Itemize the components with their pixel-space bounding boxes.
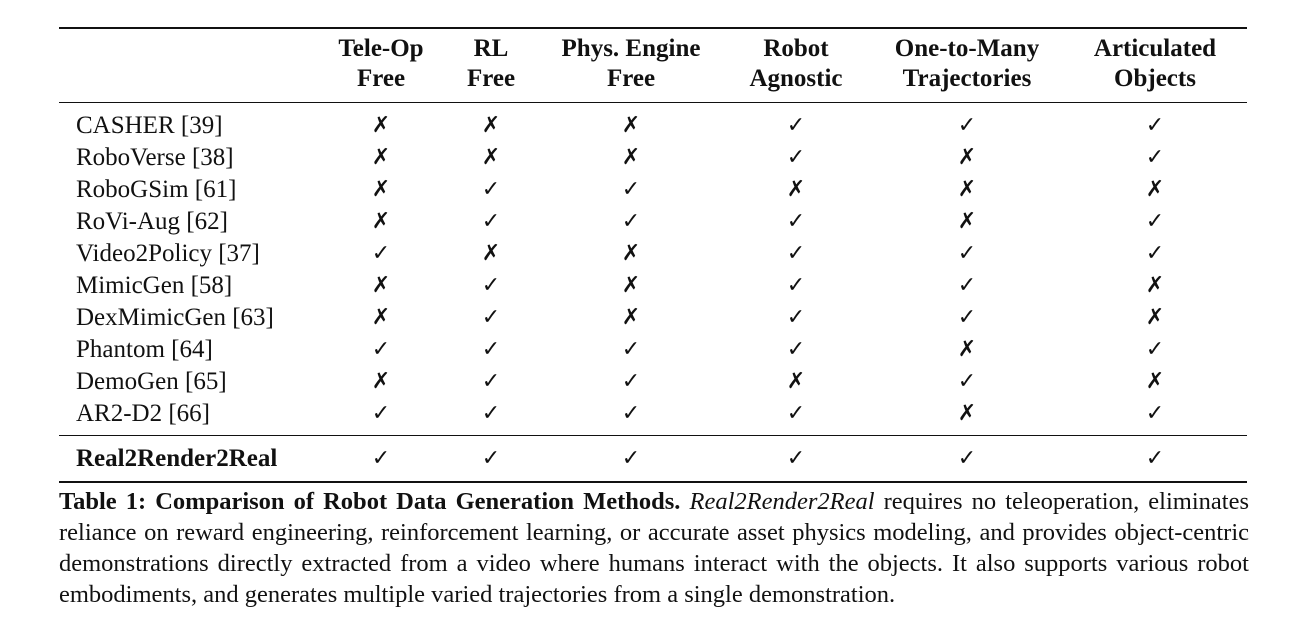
method-name: RoboGSim [61]	[76, 175, 237, 203]
cross-mark-icon: ✗	[1145, 369, 1165, 394]
cross-mark-icon: ✗	[957, 209, 977, 234]
feature-cell	[441, 205, 541, 237]
feature-cell	[871, 173, 1063, 205]
method-name: AR2-D2 [66]	[76, 399, 211, 427]
caption-label: Table 1: Comparison of Robot Data Generation Methods.	[59, 488, 681, 515]
cross-mark-icon: ✗	[371, 273, 391, 298]
method-name: RoVi-Aug [62]	[76, 207, 228, 235]
feature-cell	[1063, 436, 1247, 483]
cross-mark-icon: ✗	[481, 145, 501, 170]
feature-cell	[321, 205, 441, 237]
feature-cell	[441, 269, 541, 301]
check-mark-icon: ✓	[786, 145, 806, 170]
cross-mark-icon: ✗	[371, 305, 391, 330]
feature-cell	[1063, 333, 1247, 365]
feature-cell	[721, 333, 871, 365]
cross-mark-icon: ✗	[786, 369, 806, 394]
check-mark-icon: ✓	[371, 401, 391, 426]
method-name: Video2Policy [37]	[76, 239, 260, 267]
feature-cell	[871, 301, 1063, 333]
feature-cell	[321, 269, 441, 301]
feature-cell	[541, 173, 721, 205]
cross-mark-icon: ✗	[786, 177, 806, 202]
header-tele-op-free: Tele-Op Free	[321, 28, 441, 103]
caption-method-name: Real2Render2Real	[689, 488, 875, 515]
cross-mark-icon: ✗	[481, 113, 501, 138]
cross-mark-icon: ✗	[957, 401, 977, 426]
check-mark-icon: ✓	[371, 446, 391, 471]
table-row-final	[59, 436, 1247, 483]
feature-cell	[441, 103, 541, 142]
table-row	[59, 173, 1247, 205]
cross-mark-icon: ✗	[957, 177, 977, 202]
cross-mark-icon: ✗	[371, 369, 391, 394]
feature-cell	[1063, 205, 1247, 237]
feature-cell	[321, 365, 441, 397]
table-row	[59, 301, 1247, 333]
feature-cell	[541, 141, 721, 173]
check-mark-icon: ✓	[957, 369, 977, 394]
feature-cell	[321, 397, 441, 436]
feature-cell	[721, 205, 871, 237]
check-mark-icon: ✓	[621, 177, 641, 202]
feature-cell	[721, 269, 871, 301]
check-mark-icon: ✓	[621, 369, 641, 394]
feature-cell	[441, 397, 541, 436]
check-mark-icon: ✓	[621, 401, 641, 426]
feature-cell	[721, 397, 871, 436]
cross-mark-icon: ✗	[371, 209, 391, 234]
check-mark-icon: ✓	[621, 337, 641, 362]
table-row	[59, 237, 1247, 269]
caption-text: requires no teleoperation, eliminates reliance on reward engineering, reinforcement learning, or accurate asset physics modeling, and provides object-centric demonstrations directly extracted from a video where humans interact with the objects. It also supports various robot embodiments, and generates multiple varied trajectories from a single demonstration.	[59, 488, 1250, 608]
check-mark-icon: ✓	[371, 241, 391, 266]
check-mark-icon: ✓	[481, 209, 501, 234]
check-mark-icon: ✓	[1145, 209, 1165, 234]
header-row	[59, 28, 1247, 103]
feature-cell	[441, 333, 541, 365]
check-mark-icon: ✓	[481, 446, 501, 471]
feature-cell	[541, 436, 721, 483]
feature-cell	[1063, 173, 1247, 205]
feature-cell	[871, 397, 1063, 436]
check-mark-icon: ✓	[1145, 113, 1165, 138]
check-mark-icon: ✓	[481, 369, 501, 394]
feature-cell	[1063, 269, 1247, 301]
table-row	[59, 333, 1247, 365]
table-body	[59, 103, 1247, 436]
table-row	[59, 141, 1247, 173]
check-mark-icon: ✓	[786, 273, 806, 298]
cross-mark-icon: ✗	[1145, 177, 1165, 202]
feature-cell	[871, 237, 1063, 269]
feature-cell	[871, 103, 1063, 142]
feature-cell	[441, 237, 541, 269]
feature-cell	[1063, 365, 1247, 397]
feature-cell	[1063, 397, 1247, 436]
feature-cell	[721, 365, 871, 397]
check-mark-icon: ✓	[481, 337, 501, 362]
method-name: DexMimicGen [63]	[76, 303, 274, 331]
method-name: MimicGen [58]	[76, 271, 233, 299]
check-mark-icon: ✓	[786, 401, 806, 426]
check-mark-icon: ✓	[786, 305, 806, 330]
feature-cell	[721, 103, 871, 142]
table-row	[59, 397, 1247, 436]
cross-mark-icon: ✗	[621, 273, 641, 298]
feature-cell	[871, 141, 1063, 173]
feature-cell	[871, 205, 1063, 237]
feature-cell	[871, 333, 1063, 365]
check-mark-icon: ✓	[786, 446, 806, 471]
check-mark-icon: ✓	[786, 113, 806, 138]
feature-cell	[321, 237, 441, 269]
feature-cell	[321, 141, 441, 173]
check-mark-icon: ✓	[1145, 401, 1165, 426]
feature-cell	[871, 365, 1063, 397]
feature-cell	[441, 436, 541, 483]
table-row	[59, 205, 1247, 237]
table-row	[59, 269, 1247, 301]
cross-mark-icon: ✗	[371, 145, 391, 170]
feature-cell	[1063, 141, 1247, 173]
check-mark-icon: ✓	[371, 337, 391, 362]
feature-cell	[321, 173, 441, 205]
method-name: Real2Render2Real	[59, 436, 321, 483]
cross-mark-icon: ✗	[957, 337, 977, 362]
feature-cell	[441, 301, 541, 333]
check-mark-icon: ✓	[957, 273, 977, 298]
comparison-table	[59, 27, 1247, 483]
feature-cell	[721, 237, 871, 269]
feature-cell	[321, 333, 441, 365]
header-articulated-objects: Articulated Objects	[1063, 28, 1247, 103]
feature-cell	[441, 365, 541, 397]
header-phys-engine-free: Phys. Engine Free	[541, 28, 721, 103]
feature-cell	[721, 173, 871, 205]
feature-cell	[441, 141, 541, 173]
check-mark-icon: ✓	[481, 273, 501, 298]
check-mark-icon: ✓	[957, 446, 977, 471]
check-mark-icon: ✓	[1145, 337, 1165, 362]
check-mark-icon: ✓	[957, 305, 977, 330]
cross-mark-icon: ✗	[621, 113, 641, 138]
check-mark-icon: ✓	[621, 446, 641, 471]
feature-cell	[721, 141, 871, 173]
feature-cell	[721, 301, 871, 333]
check-mark-icon: ✓	[1145, 145, 1165, 170]
method-name: DemoGen [65]	[76, 367, 227, 395]
header-one-to-many-trajectories: One-to-Many Trajectories	[871, 28, 1063, 103]
feature-cell	[441, 173, 541, 205]
feature-cell	[321, 301, 441, 333]
table-row	[59, 103, 1247, 142]
table-final-body	[59, 436, 1247, 483]
cross-mark-icon: ✗	[621, 145, 641, 170]
feature-cell	[871, 436, 1063, 483]
check-mark-icon: ✓	[786, 337, 806, 362]
method-name: Phantom [64]	[76, 335, 213, 363]
feature-cell	[541, 333, 721, 365]
table-caption	[59, 486, 1249, 610]
check-mark-icon: ✓	[481, 401, 501, 426]
comparison-table-container	[59, 27, 1247, 483]
feature-cell	[541, 365, 721, 397]
cross-mark-icon: ✗	[621, 241, 641, 266]
cross-mark-icon: ✗	[621, 305, 641, 330]
check-mark-icon: ✓	[1145, 446, 1165, 471]
check-mark-icon: ✓	[481, 177, 501, 202]
feature-cell	[1063, 103, 1247, 142]
check-mark-icon: ✓	[1145, 241, 1165, 266]
check-mark-icon: ✓	[621, 209, 641, 234]
check-mark-icon: ✓	[957, 241, 977, 266]
cross-mark-icon: ✗	[371, 113, 391, 138]
check-mark-icon: ✓	[481, 305, 501, 330]
feature-cell	[541, 205, 721, 237]
check-mark-icon: ✓	[957, 113, 977, 138]
feature-cell	[321, 103, 441, 142]
cross-mark-icon: ✗	[481, 241, 501, 266]
table-row	[59, 365, 1247, 397]
check-mark-icon: ✓	[786, 241, 806, 266]
cross-mark-icon: ✗	[1145, 273, 1165, 298]
header-rl-free: RL Free	[441, 28, 541, 103]
feature-cell	[541, 237, 721, 269]
feature-cell	[541, 269, 721, 301]
cross-mark-icon: ✗	[957, 145, 977, 170]
check-mark-icon: ✓	[786, 209, 806, 234]
header-robot-agnostic: Robot Agnostic	[721, 28, 871, 103]
feature-cell	[541, 397, 721, 436]
feature-cell	[1063, 237, 1247, 269]
feature-cell	[541, 103, 721, 142]
feature-cell	[721, 436, 871, 483]
feature-cell	[321, 436, 441, 483]
method-name: RoboVerse [38]	[76, 143, 234, 171]
cross-mark-icon: ✗	[371, 177, 391, 202]
method-name: CASHER [39]	[76, 111, 223, 139]
feature-cell	[541, 301, 721, 333]
feature-cell	[871, 269, 1063, 301]
cross-mark-icon: ✗	[1145, 305, 1165, 330]
feature-cell	[1063, 301, 1247, 333]
header-method	[59, 28, 321, 103]
